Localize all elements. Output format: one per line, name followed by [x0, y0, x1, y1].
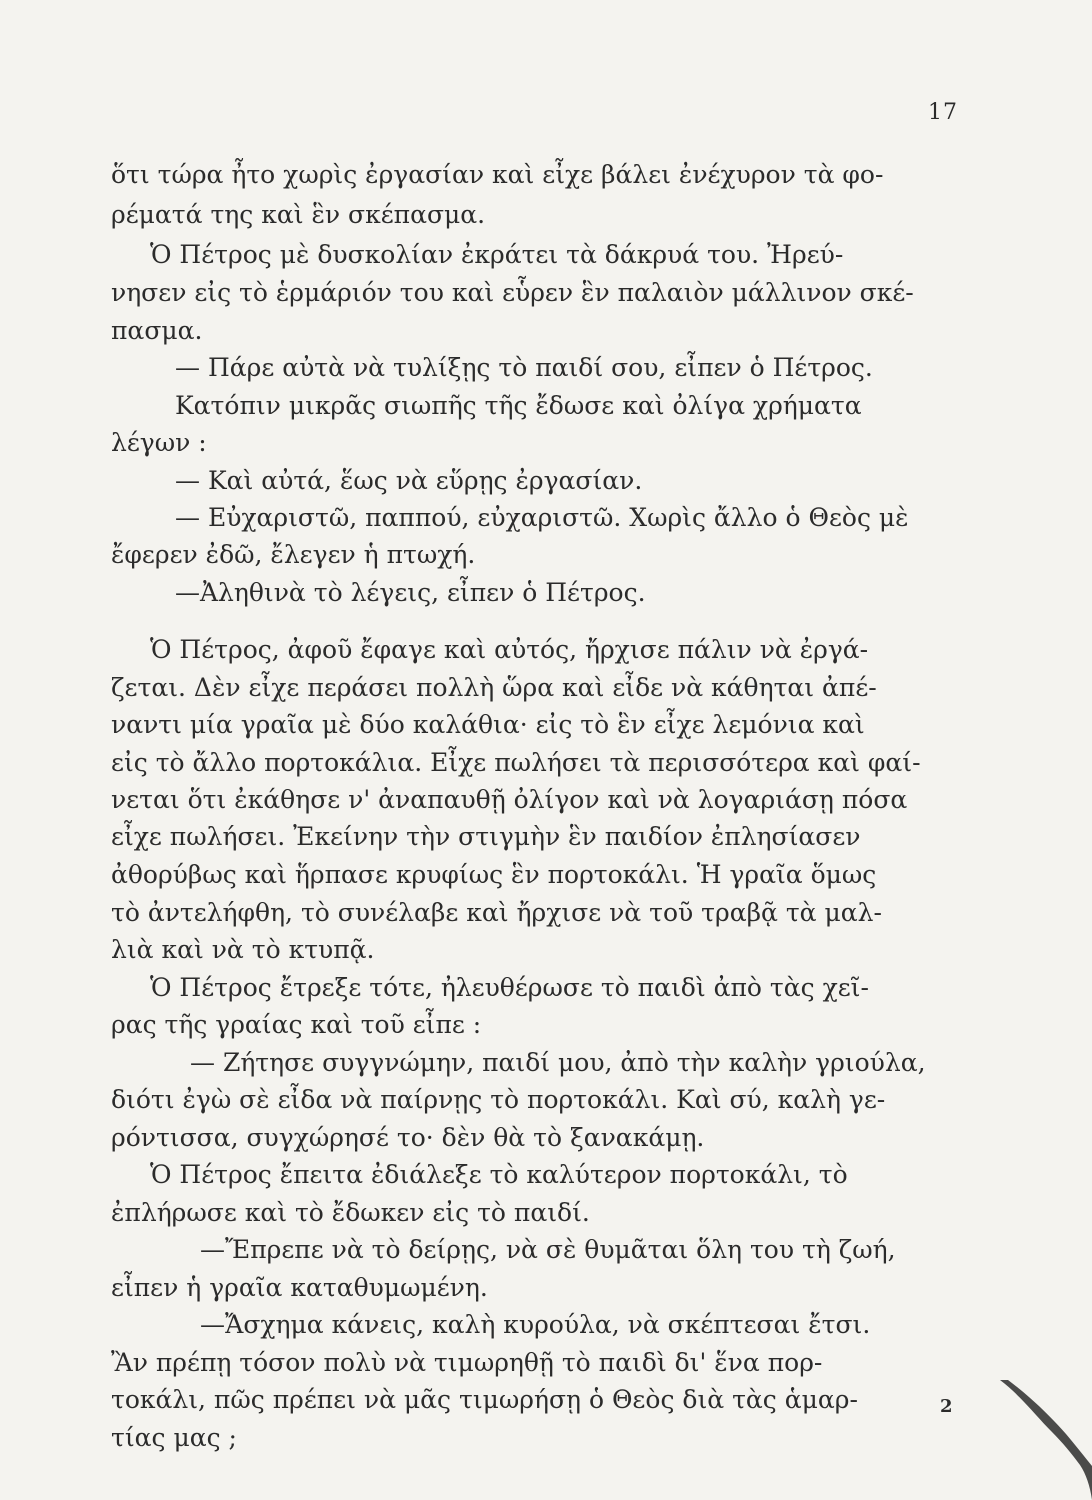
text-line: Ἂν πρέπῃ τόσον πολὺ νὰ τιμωρηθῇ τὸ παιδὶ δι' ἕνα πορ- [111, 1348, 823, 1377]
text-line: ρέματά της καὶ ἓν σκέπασμα. [111, 200, 486, 229]
text-line: διότι ἐγὼ σὲ εἶδα νὰ παίρνῃς τὸ πορτοκάλι. Καὶ σύ, καλὴ γε- [111, 1085, 886, 1114]
text-line: λιὰ καὶ νὰ τὸ κτυπᾷ. [111, 935, 375, 964]
text-line: Ὁ Πέτρος μὲ δυσκολίαν ἐκράτει τὰ δάκρυά του. Ἠρεύ- [150, 240, 844, 269]
text-line: — Ζήτησε συγγνώμην, παιδί μου, ἀπὸ τὴν καλὴν γριούλα, [190, 1048, 926, 1077]
text-line: — Εὐχαριστῶ, παππού, εὐχαριστῶ. Χωρὶς ἄλλο ὁ Θεὸς μὲ [175, 503, 909, 532]
text-line: τὸ ἀντελήφθη, τὸ συνέλαβε καὶ ἤρχισε νὰ τοῦ τραβᾷ τὰ μαλ- [111, 898, 882, 927]
text-line: εἶπεν ἡ γραῖα καταθυμωμένη. [111, 1273, 488, 1302]
text-line: — Πάρε αὐτὰ νὰ τυλίξῃς τὸ παιδί σου, εἶπεν ὁ Πέτρος. [175, 353, 873, 382]
text-line: πασμα. [111, 316, 203, 345]
text-line: εἶχε πωλήσει. Ἐκείνην τὴν στιγμὴν ἓν παιδίον ἐπλησίασεν [111, 822, 861, 851]
text-line: — Καὶ αὐτά, ἕως νὰ εὕρῃς ἐργασίαν. [175, 466, 643, 495]
text-line: ὅτι τώρα ἦτο χωρὶς ἐργασίαν καὶ εἶχε βάλει ἐνέχυρον τὰ φο- [111, 160, 884, 189]
text-line: ἀθορύβως καὶ ἥρπασε κρυφίως ἓν πορτοκάλι. Ἡ γραῖα ὅμως [111, 860, 877, 889]
ink-smudge-icon [1000, 1370, 1092, 1500]
text-line: νεται ὅτι ἐκάθησε ν' ἀναπαυθῇ ὀλίγον καὶ νὰ λογαριάσῃ πόσα [111, 785, 908, 814]
text-line: τίας μας ; [111, 1423, 237, 1452]
signature-mark: 2 [940, 1396, 953, 1417]
text-line: —Ἀληθινὰ τὸ λέγεις, εἶπεν ὁ Πέτρος. [175, 578, 646, 607]
text-line: ρας τῆς γραίας καὶ τοῦ εἶπε : [111, 1010, 482, 1039]
text-line: —Ἔπρεπε νὰ τὸ δείρῃς, νὰ σὲ θυμᾶται ὅλη του τὴ ζωή, [200, 1235, 896, 1264]
text-line: εἰς τὸ ἄλλο πορτοκάλια. Εἶχε πωλήσει τὰ περισσότερα καὶ φαί- [111, 748, 921, 777]
text-line: Κατόπιν μικρᾶς σιωπῆς τῆς ἔδωσε καὶ ὀλίγα χρήματα [175, 391, 862, 420]
text-line: Ὁ Πέτρος ἔτρεξε τότε, ἠλευθέρωσε τὸ παιδὶ ἀπὸ τὰς χεῖ- [150, 973, 869, 1002]
text-line: ναντι μία γραῖα μὲ δύο καλάθια· εἰς τὸ ἓν εἶχε λεμόνια καὶ [111, 710, 865, 739]
text-line: ρόντισσα, συγχώρησέ το· δὲν θὰ τὸ ξανακάμῃ. [111, 1123, 705, 1152]
text-line: ἔφερεν ἐδῶ, ἔλεγεν ἡ πτωχή. [111, 540, 476, 569]
text-line: —Ἄσχημα κάνεις, καλὴ κυρούλα, νὰ σκέπτεσαι ἔτσι. [200, 1310, 871, 1339]
page-number: 17 [928, 100, 958, 125]
text-line: ἐπλήρωσε καὶ τὸ ἔδωκεν εἰς τὸ παιδί. [111, 1198, 590, 1227]
text-line: Ὁ Πέτρος ἔπειτα ἐδιάλεξε τὸ καλύτερον πορτοκάλι, τὸ [150, 1160, 848, 1189]
text-line: νησεν εἰς τὸ ἑρμάριόν του καὶ εὗρεν ἓν παλαιὸν μάλλινον σκέ- [111, 278, 914, 307]
text-line: τοκάλι, πῶς πρέπει νὰ μᾶς τιμωρήσῃ ὁ Θεὸς διὰ τὰς ἁμαρ- [111, 1385, 858, 1414]
text-line: Ὁ Πέτρος, ἀφοῦ ἔφαγε καὶ αὐτός, ἤρχισε πάλιν νὰ ἐργά- [150, 635, 869, 664]
text-line: λέγων : [111, 428, 207, 457]
text-line: ζεται. Δὲν εἶχε περάσει πολλὴ ὥρα καὶ εἶδε νὰ κάθηται ἀπέ- [111, 673, 877, 702]
